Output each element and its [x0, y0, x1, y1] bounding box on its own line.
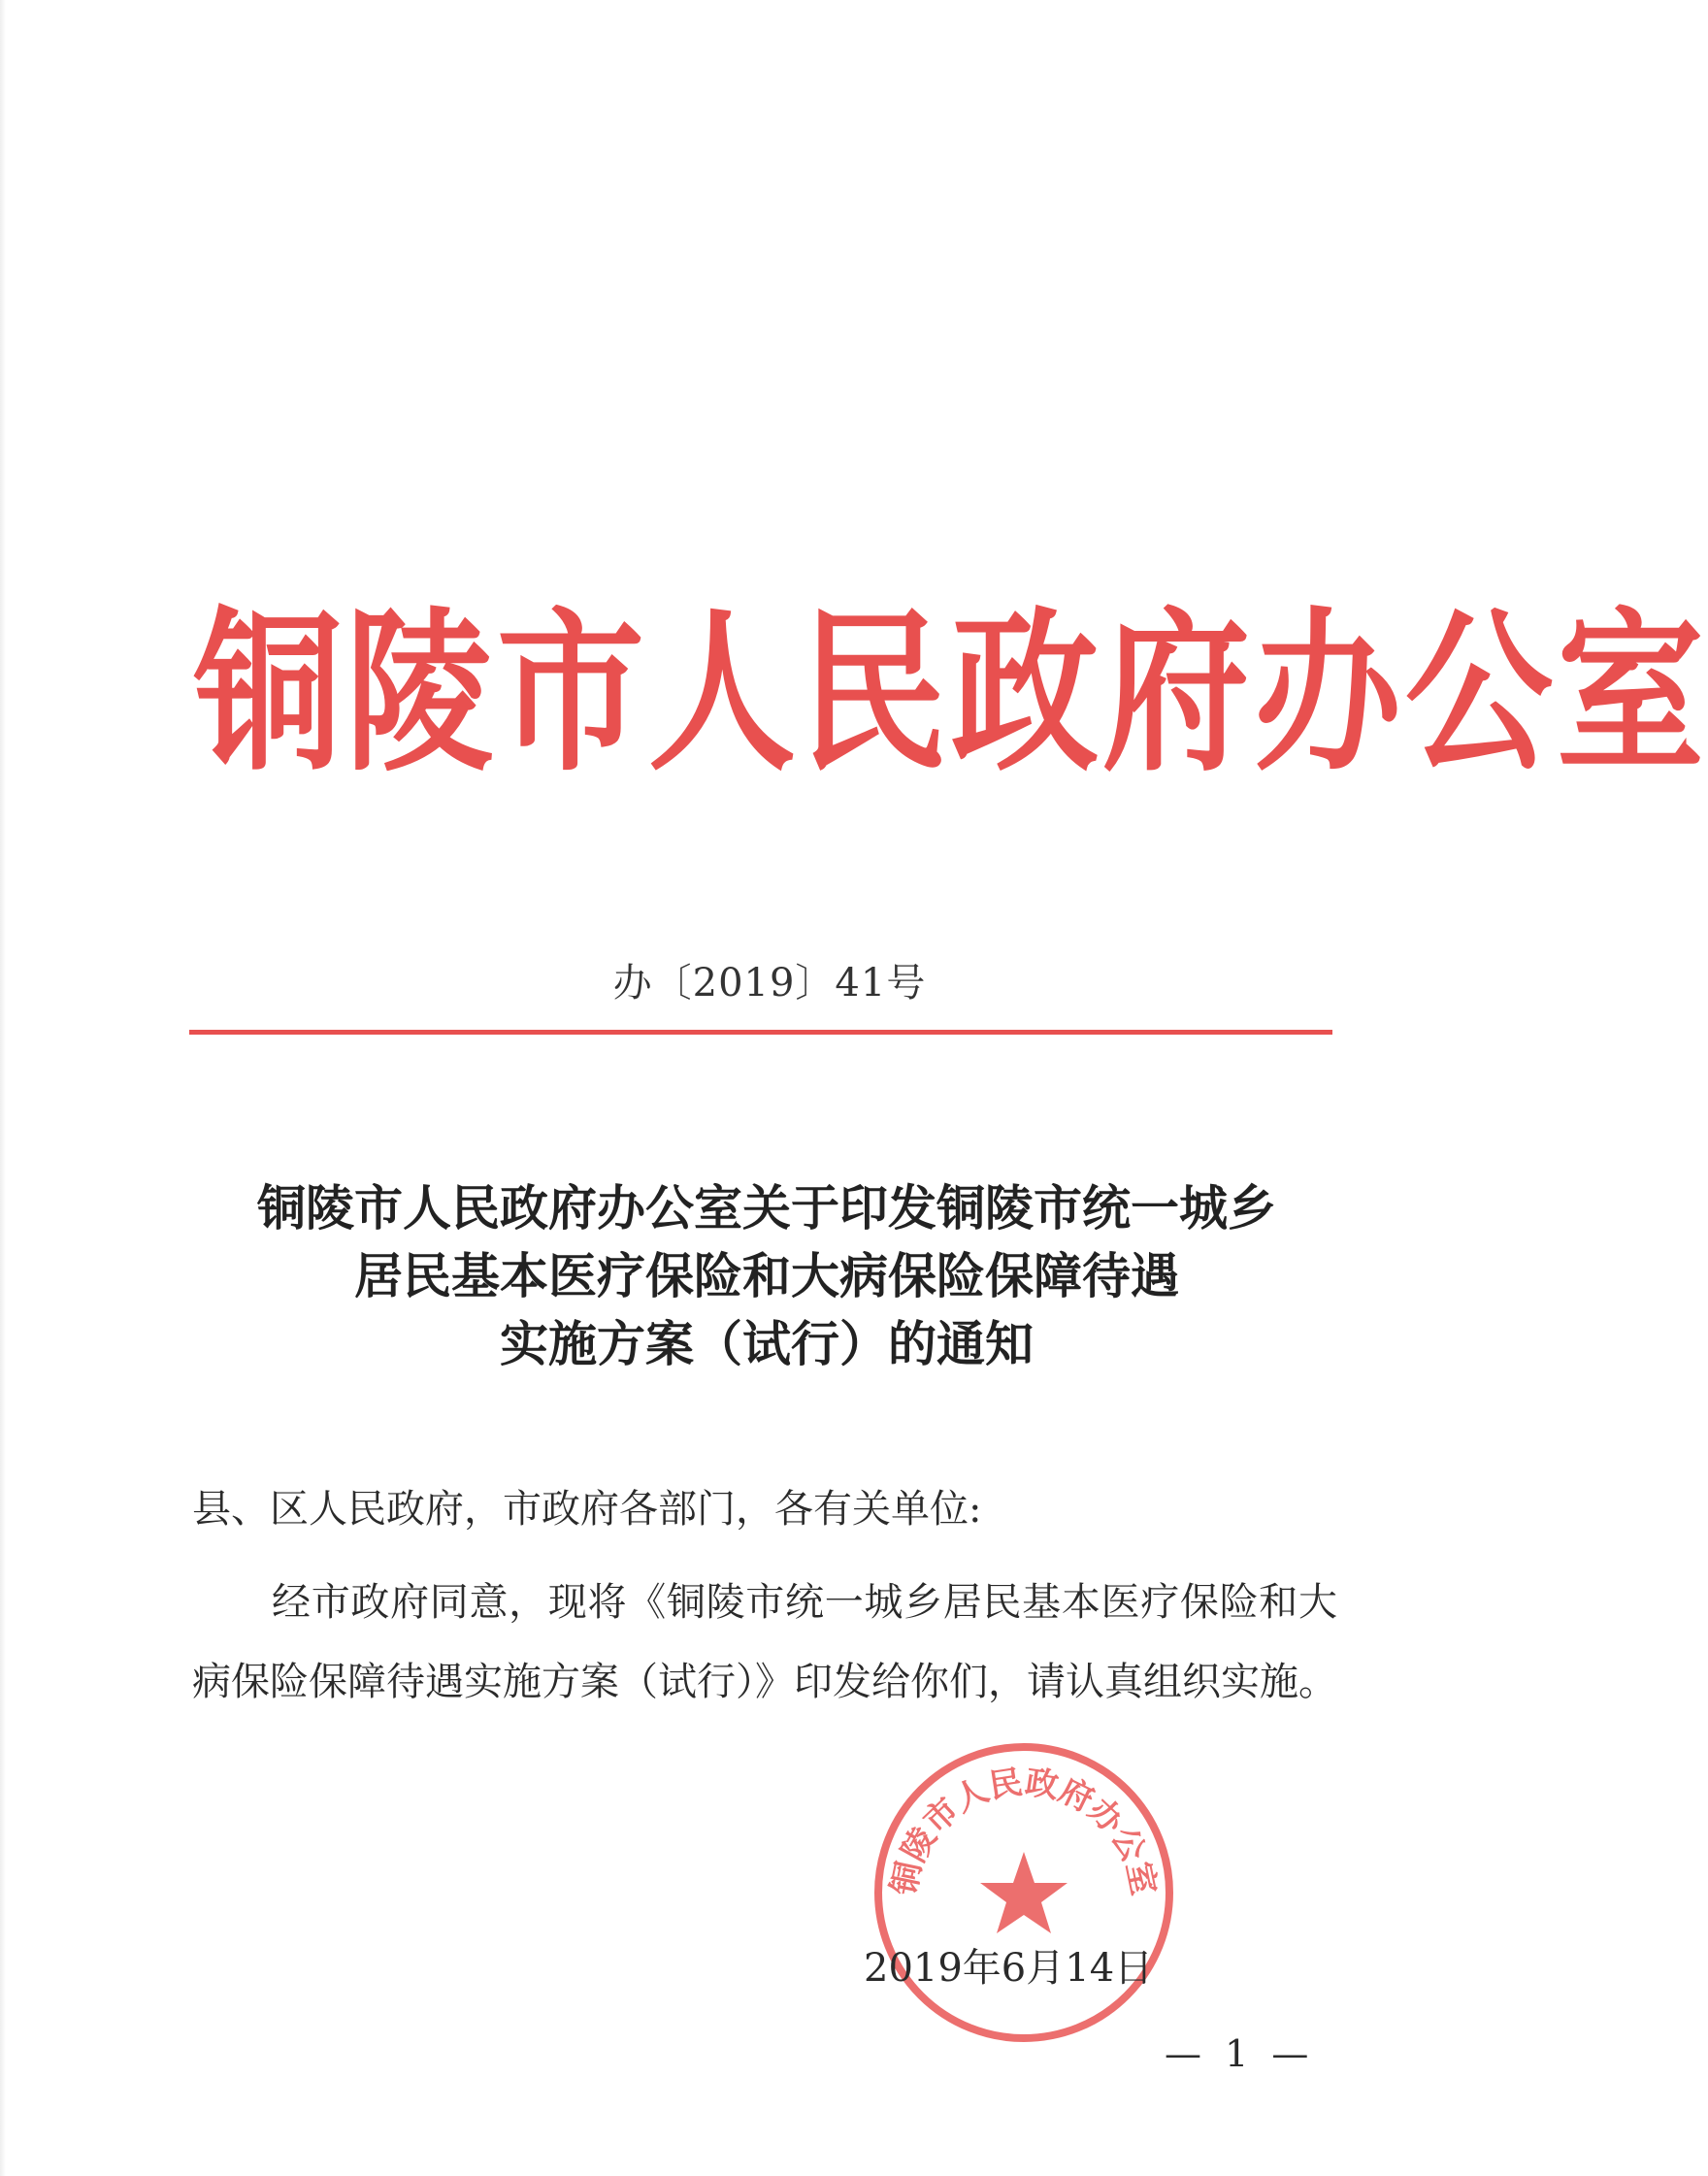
red-divider-line [189, 1030, 1332, 1035]
body-text [192, 1563, 1337, 1722]
issue-date: 2019年6月14日 [864, 1946, 1154, 1991]
page-number: — 1 — [1165, 2032, 1315, 2075]
document-number: 办〔2019〕41号 [612, 961, 927, 1006]
scan-edge [0, 0, 6, 2176]
addressee-line: 县、区人民政府，市政府各部门，各有关单位: [192, 1487, 982, 1532]
title-line-3: 实施方案（试行）的通知 [500, 1316, 1034, 1372]
issuer-header: 铜陵市人民政府办公室 [194, 591, 1708, 795]
body-paragraph: 经市政府同意，现将《铜陵市统一城乡居民基本医疗保险和大病保险保障待遇实施方案（试行）》印发给你们，请认真组织实施。 [192, 1580, 1337, 1704]
title-line-1: 铜陵市人民政府办公室关于印发铜陵市统一城乡 [257, 1180, 1276, 1236]
document-title [175, 1174, 1359, 1378]
official-seal [869, 1737, 1179, 2048]
seal-text-path: 铜陵市人民政府办公室 [884, 1763, 1164, 1899]
star-icon [980, 1852, 1068, 1933]
title-line-2: 居民基本医疗保险和大病保险保障待遇 [354, 1248, 1179, 1304]
